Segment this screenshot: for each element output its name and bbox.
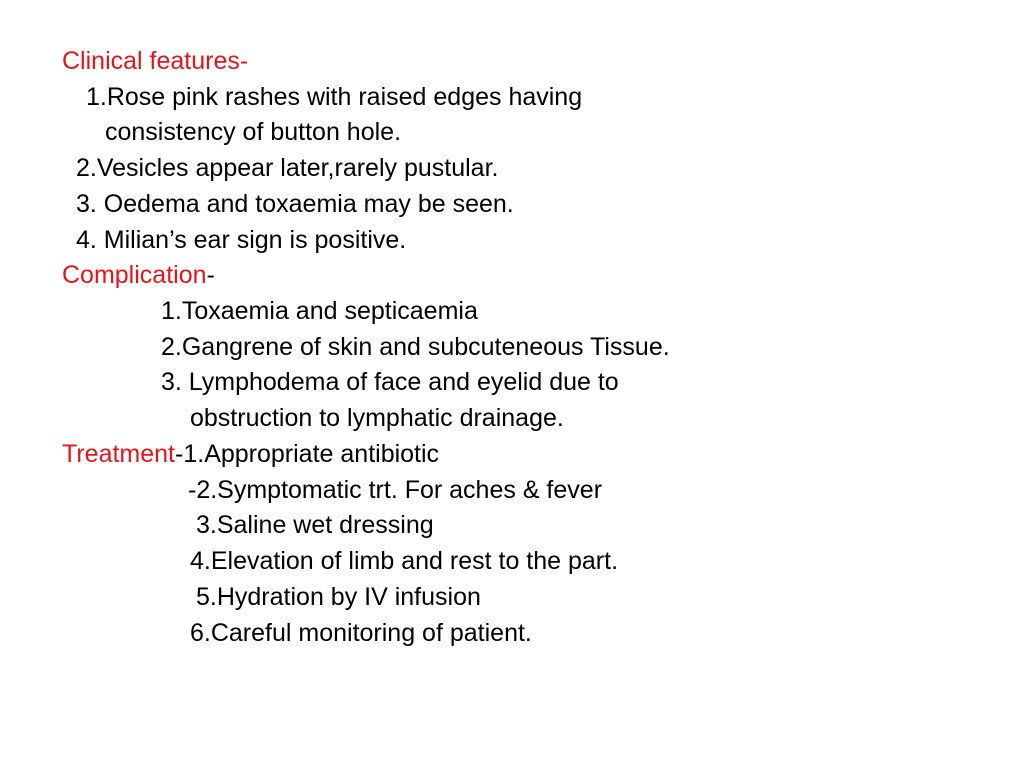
treatment-item-2: -2.Symptomatic trt. For aches & fever (188, 476, 603, 504)
clinical-item-4: 4. Milian’s ear sign is positive. (76, 226, 407, 254)
clinical-item-2: 2.Vesicles appear later,rarely pustular. (76, 154, 499, 182)
complication-item-3-continued: obstruction to lymphatic drainage. (190, 404, 564, 432)
complication-item-3: 3. Lymphodema of face and eyelid due to (161, 368, 619, 396)
treatment-item-3: 3.Saline wet dressing (196, 511, 434, 539)
complication-heading-dash: - (206, 261, 215, 289)
treatment-item-6: 6.Careful monitoring of patient. (190, 619, 532, 647)
treatment-item-4: 4.Elevation of limb and rest to the part. (190, 547, 619, 575)
clinical-item-1-continued: consistency of button hole. (105, 118, 402, 146)
complication-heading: Complication (62, 261, 207, 289)
treatment-heading: Treatment (62, 440, 176, 468)
complication-item-1: 1.Toxaemia and septicaemia (161, 297, 478, 325)
treatment-item-1: -1.Appropriate antibiotic (175, 440, 440, 468)
clinical-features-heading: Clinical features- (62, 47, 249, 75)
clinical-item-3: 3. Oedema and toxaemia may be seen. (76, 190, 514, 218)
complication-heading-line (62, 260, 215, 290)
clinical-item-1: 1.Rose pink rashes with raised edges having (86, 83, 583, 111)
complication-item-2: 2.Gangrene of skin and subcuteneous Tissue. (161, 333, 670, 361)
treatment-item-5: 5.Hydration by IV infusion (196, 583, 481, 611)
treatment-heading-line (62, 439, 439, 469)
